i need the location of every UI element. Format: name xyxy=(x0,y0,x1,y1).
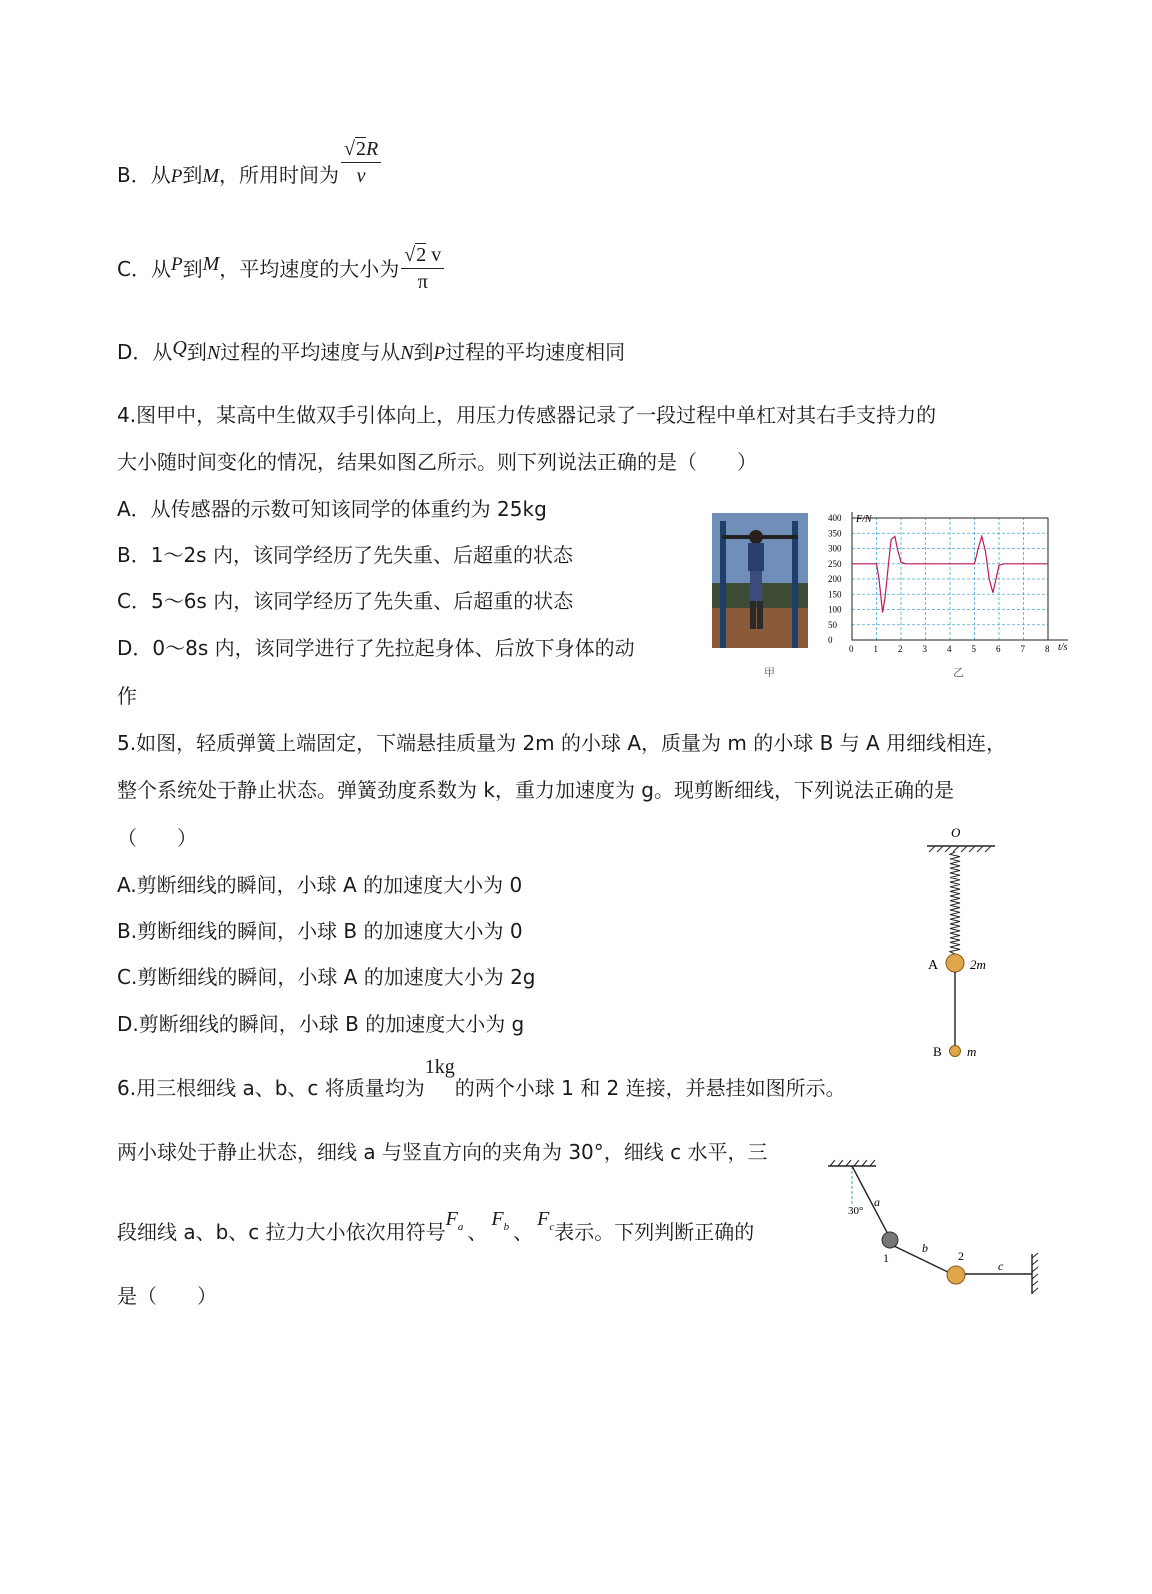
word-to: 到 xyxy=(182,257,203,281)
q5-option-c: C.剪断细线的瞬间，小球 A 的加速度大小为 2g xyxy=(117,965,536,989)
x-tick-label: 4 xyxy=(947,644,952,654)
q5-stem-line2: 整个系统处于静止状态。弹簧劲度系数为 k，重力加速度为 g。现剪断细线，下列说法正确的是 xyxy=(117,778,954,802)
chart-grid xyxy=(852,518,1048,640)
q4-stem-line2: 大小随时间变化的情况，结果如图乙所示。则下列说法正确的是（ ） xyxy=(117,450,757,474)
q5-option-a: A.剪断细线的瞬间，小球 A 的加速度大小为 0 xyxy=(117,873,523,897)
ball-1 xyxy=(882,1232,898,1248)
option-d-prefix: D．从 xyxy=(117,340,173,364)
q5-option-b: B.剪断细线的瞬间，小球 B 的加速度大小为 0 xyxy=(117,919,523,943)
chart-x-axis-label: t/s xyxy=(1058,642,1068,653)
var-m: M xyxy=(202,165,220,187)
q4-option-d: D．0～8s 内，该同学进行了先拉起身体、后放下身体的动 xyxy=(117,636,635,660)
fraction-speed: $\frac{√2 v}{\pi}$ xyxy=(401,242,444,295)
spring-coil xyxy=(950,852,960,954)
x-tick-label: 7 xyxy=(1020,644,1025,654)
q5-stem-line3: （ ） xyxy=(117,826,197,850)
y-tick-label: 400 xyxy=(828,513,842,523)
y-tick-label: 250 xyxy=(828,558,842,569)
x-tick-label: 2 xyxy=(898,644,903,654)
chart-y-axis-label: F/N xyxy=(856,514,872,525)
figure-caption-jia: 甲 xyxy=(764,666,775,679)
y-tick-label: 0 xyxy=(828,635,833,645)
ball-1-label: 1 xyxy=(883,1251,889,1265)
ball-a xyxy=(946,954,964,972)
x-tick-label: 1 xyxy=(873,644,878,654)
x-tick-label: 3 xyxy=(922,644,927,654)
q4-option-d-cont: 作 xyxy=(117,684,137,708)
ball-b-mass-label: m xyxy=(967,1044,977,1059)
string-b-label: b xyxy=(922,1241,928,1255)
y-tick-label: 200 xyxy=(828,574,842,584)
q4-option-a: A．从传感器的示数可知该同学的体重约为 25kg xyxy=(117,497,547,521)
var-n: N xyxy=(206,342,221,364)
q5-option-d: D.剪断细线的瞬间，小球 B 的加速度大小为 g xyxy=(117,1012,525,1036)
y-tick-label: 350 xyxy=(828,528,842,539)
string-a xyxy=(852,1166,890,1238)
y-tick-label: 100 xyxy=(828,604,842,615)
ceiling-hatching xyxy=(929,846,991,852)
x-tick-label: 8 xyxy=(1045,644,1050,654)
q5-stem-line1: 5.如图，轻质弹簧上端固定，下端悬挂质量为 2m 的小球 A，质量为 m 的小球 B 与 A 用细线相连， xyxy=(117,731,1007,755)
symbol-fa: $F_a$ xyxy=(445,1208,464,1233)
ball-a-mass-label: 2m xyxy=(970,957,986,972)
q6-line3-pre: 段细线 a、b、c 拉力大小依次用符号 xyxy=(117,1220,446,1244)
y-tick-label: 300 xyxy=(828,543,842,554)
string-c-label: c xyxy=(998,1259,1004,1273)
q6-line3-post: 表示。下列判断正确的 xyxy=(554,1220,755,1244)
y-tick-label: 50 xyxy=(828,619,837,630)
point-o-label: O xyxy=(951,825,961,840)
word-to2: 到 xyxy=(413,340,434,364)
x-tick-label: 6 xyxy=(996,644,1001,654)
q4-stem-line1: 4.图甲中，某高中生做双手引体向上，用压力传感器记录了一段过程中单杠对其右手支持力的 xyxy=(117,403,937,427)
pullup-photo xyxy=(712,513,808,648)
option-d-end: 过程的平均速度相同 xyxy=(445,340,626,364)
ceiling-hatching xyxy=(830,1160,875,1166)
var-q: Q xyxy=(172,337,187,359)
q4-option-b: B．1～2s 内，该同学经历了先失重、后超重的状态 xyxy=(117,543,573,567)
option-b-text: ，所用时间为 xyxy=(219,163,340,187)
option-d xyxy=(117,338,625,368)
figure-caption-yi: 乙 xyxy=(953,666,964,679)
ball-2 xyxy=(947,1266,965,1284)
spring-figure xyxy=(915,822,1010,1062)
x-tick-label: 5 xyxy=(971,644,976,654)
chart-axes xyxy=(852,512,1068,640)
var-p: P xyxy=(170,166,183,187)
ball-2-label: 2 xyxy=(958,1249,964,1263)
q6-stem-post: 的两个小球 1 和 2 连接，并悬挂如图所示。 xyxy=(454,1076,846,1100)
q6-stem-pre: 6.用三根细线 a、b、c 将质量均为 xyxy=(117,1076,425,1100)
option-c xyxy=(117,244,446,297)
q6-stem-line3: 段细线 a、b、c 拉力大小依次用符号$F_a$ 、$F_b$ 、$F_c$表示。下列判断正确的 xyxy=(117,1208,755,1244)
var-p: P xyxy=(170,254,183,275)
y-tick-label: 150 xyxy=(828,589,842,600)
option-b-prefix: B．从 xyxy=(117,163,171,187)
ball-a-label: A xyxy=(928,958,939,973)
fraction-time: $\frac{√2R}{v}$ xyxy=(341,136,381,189)
var-m: M xyxy=(202,253,220,275)
option-c-prefix: C．从 xyxy=(117,257,171,281)
q6-stem-line2: 两小球处于静止状态，细线 a 与竖直方向的夹角为 30°，细线 c 水平，三 xyxy=(117,1140,768,1164)
string-a-label: a xyxy=(874,1195,880,1209)
q4-option-c: C．5～6s 内，该同学经历了先失重、后超重的状态 xyxy=(117,589,574,613)
x-tick-label: 0 xyxy=(849,644,854,654)
angle-label: 30° xyxy=(848,1205,864,1217)
ball-b xyxy=(950,1046,961,1057)
var-p: P xyxy=(433,343,446,364)
wall-hatching xyxy=(1032,1253,1038,1293)
option-b xyxy=(117,138,383,203)
option-c-text: ，平均速度的大小为 xyxy=(219,257,400,281)
word-to: 到 xyxy=(182,163,203,187)
word-to: 到 xyxy=(186,340,207,364)
symbol-fc: $F_c$ xyxy=(537,1208,555,1233)
option-d-mid: 过程的平均速度与从 xyxy=(220,340,401,364)
two-balls-figure xyxy=(822,1156,1047,1301)
force-time-chart xyxy=(826,510,1076,655)
chart-tick-labels xyxy=(828,513,1050,654)
q6-mass: 1kg xyxy=(424,1056,455,1078)
q6-stem-line4: 是（ ） xyxy=(117,1284,217,1308)
var-n2: N xyxy=(400,342,414,364)
ball-b-label: B xyxy=(933,1044,942,1059)
q6-stem-line1 xyxy=(117,1056,846,1103)
symbol-fb: $F_b$ xyxy=(491,1208,510,1233)
